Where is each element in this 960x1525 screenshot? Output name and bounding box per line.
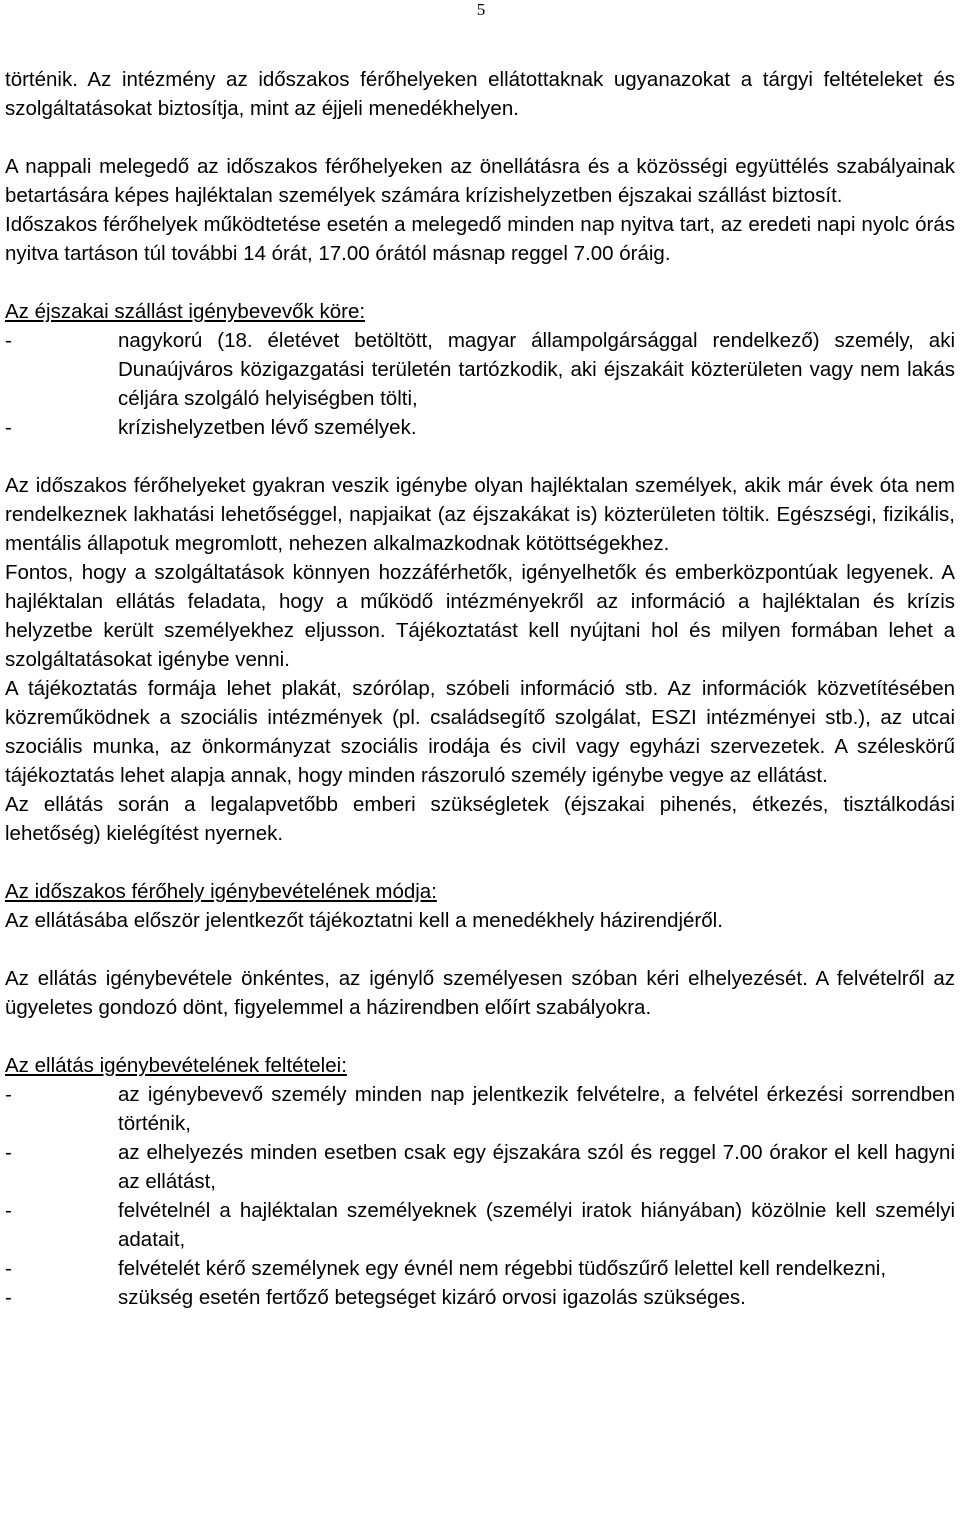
section-heading-conditions: Az ellátás igénybevételének feltételei: xyxy=(5,1054,347,1077)
paragraph-igenybevevok: Az időszakos férőhelyeket gyakran veszik igénybe olyan hajléktalan személyek, akik már évek óta nem rendelkeznek lakhatási lehetőséggel, napjaikat (az éjszakákat is) közterületen töltik. Egészségi, fizikális, mentális állapotuk megromlott, nehezen alkalmazkodnak kötöttségekhez. xyxy=(5,474,955,555)
list-item xyxy=(5,1138,955,1196)
list-item xyxy=(5,413,955,442)
list-item-text: nagykorú (18. életévet betöltött, magyar állampolgársággal rendelkező) személy, aki Dunaújváros közigazgatási területén tartózkodik, aki éjszakáit közterületen vagy nem lakás céljára szolgáló helyiségben tölti, xyxy=(118,329,955,410)
dash-marker: - xyxy=(5,1141,12,1164)
list-item-text: szükség esetén fertőző betegséget kizáró orvosi igazolás szükséges. xyxy=(118,1286,746,1309)
paragraph-tajekoztatas: A tájékoztatás formája lehet plakát, szórólap, szóbeli információ stb. Az információk közvetítésében közreműködnek a szociális intézmények (pl. családsegítő szolgálat, ESZI intézményei stb.), az utcai szociális munka, az önkormányzat szociális irodája és civil vagy egyházi szervezetek. A széleskörű tájékoztatás lehet alapja annak, hogy minden rászoruló személy igénybe vegye az ellátást. xyxy=(5,677,955,787)
list-item-text: az igénybevevő személy minden nap jelentkezik felvételre, a felvétel érkezési sorrendben történik, xyxy=(118,1083,955,1135)
section-heading-mode: Az időszakos férőhely igénybevételének módja: xyxy=(5,880,437,903)
list-item-text: felvételnél a hajléktalan személyeknek (személyi iratok hiányában) közölnie kell személyi adatait, xyxy=(118,1199,955,1251)
list-item xyxy=(5,1283,955,1312)
section-heading-eligible: Az éjszakai szállást igénybevevők köre: xyxy=(5,300,366,323)
list-item xyxy=(5,1196,955,1254)
paragraph-ellatas-soran: Az ellátás során a legalapvetőbb emberi szükségletek (éjszakai pihenés, étkezés, tisztálkodási lehetőség) kielégítést nyernek. xyxy=(5,793,955,845)
list-item xyxy=(5,326,955,413)
list-item-text: krízishelyzetben lévő személyek. xyxy=(118,416,417,439)
dash-marker: - xyxy=(5,416,12,439)
page-number: 5 xyxy=(476,0,486,19)
paragraph-nappali-melegedo: A nappali melegedő az időszakos férőhelyeken az önellátásra és a közösségi együttélés szabályainak betartására képes hajléktalan személyek számára krízishelyzetben éjszakai szállást biztosít. xyxy=(5,155,955,207)
paragraph-hazirend: Az ellátásába először jelentkezőt tájékoztatni kell a menedékhely házirendjéről. xyxy=(5,909,723,932)
list-item-text: felvételét kérő személynek egy évnél nem régebbi tüdőszűrő lelettel kell rendelkezni, xyxy=(118,1257,887,1280)
document-body xyxy=(5,65,955,1312)
dash-marker: - xyxy=(5,329,12,352)
dash-marker: - xyxy=(5,1257,12,1280)
section-mode xyxy=(5,877,955,1022)
eligible-list xyxy=(5,326,955,442)
dash-marker: - xyxy=(5,1286,12,1309)
list-item-text: az elhelyezés minden esetben csak egy éjszakára szól és reggel 7.00 órakor el kell hagyni az ellátást, xyxy=(118,1141,955,1193)
conditions-list xyxy=(5,1080,955,1312)
section-conditions xyxy=(5,1051,955,1312)
list-item xyxy=(5,1080,955,1138)
list-item xyxy=(5,1254,955,1283)
paragraph-idoszakos-mukodtetes: Időszakos férőhelyek működtetése esetén a melegedő minden nap nyitva tart, az eredeti napi nyolc órás nyitva tartáson túl további 14 órát, 17.00 órától másnap reggel 7.00 óráig. xyxy=(5,213,955,265)
dash-marker: - xyxy=(5,1083,12,1106)
paragraph-fontos: Fontos, hogy a szolgáltatások könnyen hozzáférhetők, igényelhetők és emberközpontúak legyenek. A hajléktalan ellátás feladata, hogy a működő intézményekről az információ a hajléktalan és krízis helyzetbe került személyekhez eljusson. Tájékoztatást kell nyújtani hol és milyen formában lehet a szolgáltatásokat igénybe venni. xyxy=(5,561,955,671)
section-eligible xyxy=(5,297,955,442)
paragraph-onkentes: Az ellátás igénybevétele önkéntes, az igénylő személyesen szóban kéri elhelyezését. A felvételről az ügyeletes gondozó dönt, figyelemmel a házirendben előírt szabályokra. xyxy=(5,967,955,1019)
dash-marker: - xyxy=(5,1199,12,1222)
paragraph-intro-continuation: történik. Az intézmény az időszakos férőhelyeken ellátottaknak ugyanazokat a tárgyi feltételeket és szolgáltatásokat biztosítja, mint az éjjeli menedékhelyen. xyxy=(5,68,955,120)
